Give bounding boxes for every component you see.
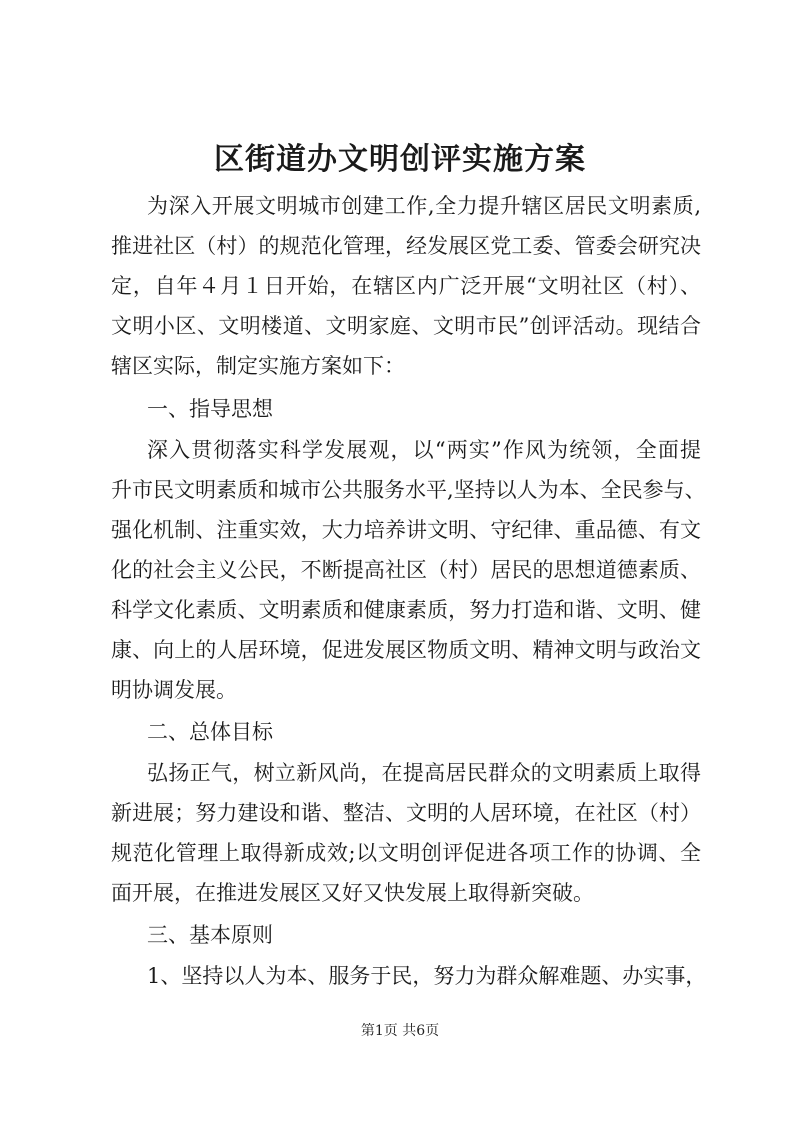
section-heading: 三、基本原则 [147, 923, 273, 947]
paragraph-line: 辖区实际，制定实施方案如下： [111, 354, 405, 378]
paragraph-line: 推进社区（村）的规范化管理，经发展区党工委、管委会研究决 [111, 234, 701, 258]
page-footer: 第1页 共6页 [360, 1023, 440, 1039]
section-heading: 二、总体目标 [147, 720, 273, 744]
paragraph-line: 深入贯彻落实科学发展观，以“两实”作风为统领，全面提 [147, 438, 701, 462]
paragraph-line: 1、坚持以人为本、服务于民，努力为群众解难题、办实事， [147, 964, 707, 988]
paragraph-line: 强化机制、注重实效，大力培养讲文明、守纪律、重品德、有文 [111, 518, 701, 542]
document-title: 区街道办文明创评实施方案 [214, 142, 586, 177]
section-heading: 一、指导思想 [147, 397, 273, 421]
paragraph-line: 为深入开展文明城市创建工作,全力提升辖区居民文明素质, [147, 194, 701, 218]
paragraph-line: 科学文化素质、文明素质和健康素质，努力打造和谐、文明、健 [111, 598, 701, 622]
paragraph-line: 康、向上的人居环境，促进发展区物质文明、精神文明与政治文 [111, 638, 701, 662]
paragraph-line: 定，自年４月１日开始，在辖区内广泛开展“文明社区（村）、 [111, 274, 701, 298]
paragraph-line: 规范化管理上取得新成效;以文明创评促进各项工作的协调、全 [111, 841, 701, 865]
paragraph-line: 弘扬正气，树立新风尚，在提高居民群众的文明素质上取得 [147, 761, 701, 785]
paragraph-line: 新进展；努力建设和谐、整洁、文明的人居环境，在社区（村） [111, 801, 701, 825]
paragraph-line: 文明小区、文明楼道、文明家庭、文明市民”创评活动。现结合 [111, 314, 701, 338]
paragraph-line: 化的社会主义公民，不断提高社区（村）居民的思想道德素质、 [111, 558, 701, 582]
paragraph-line: 面开展，在推进发展区又好又快发展上取得新突破。 [111, 881, 594, 905]
paragraph-line: 升市民文明素质和城市公共服务水平,坚持以人为本、全民参与、 [111, 478, 706, 502]
paragraph-line: 明协调发展。 [111, 678, 237, 702]
